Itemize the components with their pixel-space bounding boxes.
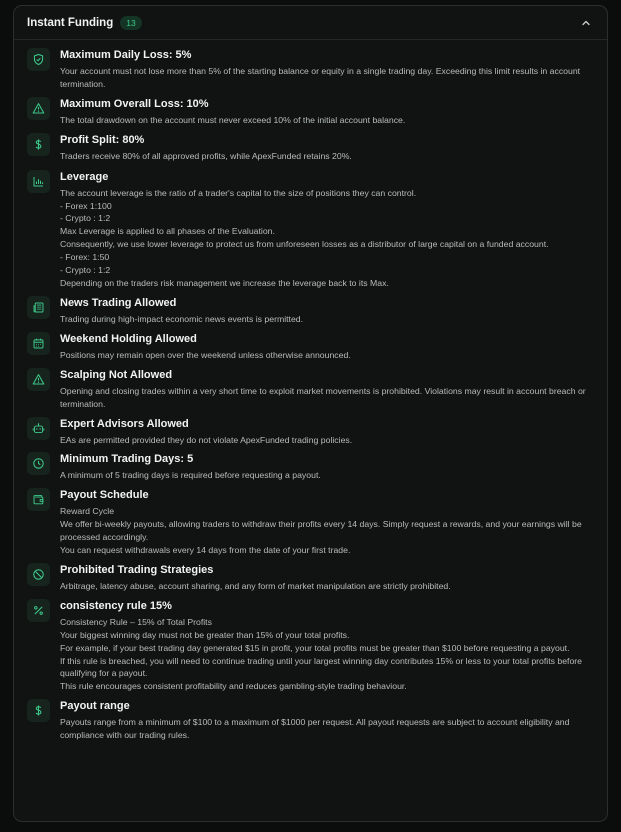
rule-title: Minimum Trading Days: 5 xyxy=(60,453,194,466)
rule-description xyxy=(60,434,595,447)
rule-title: Weekend Holding Allowed xyxy=(60,332,197,345)
description-line: Positions may remain open over the weekend unless otherwise announced. xyxy=(60,349,351,360)
rule-title: Leverage xyxy=(60,170,109,183)
rule-item xyxy=(14,416,607,447)
rule-body xyxy=(60,416,595,447)
rule-item xyxy=(14,132,607,163)
description-line: Consistency Rule – 15% of Total Profits xyxy=(60,616,212,627)
description-line: Depending on the traders risk management we increase the leverage back to its Max. xyxy=(60,277,389,288)
description-line: This rule encourages consistent profitability and reduces gambling-style trading behaviour. xyxy=(60,681,407,692)
description-line: Your account must not lose more than 5% of the starting balance or equity in a single trading day. Exceeding this limit results in account termination. xyxy=(60,66,581,89)
rule-body xyxy=(60,132,595,163)
rule-body xyxy=(60,562,595,593)
rule-title: Maximum Daily Loss: 5% xyxy=(60,49,192,61)
description-line: We offer bi-weekly payouts, allowing traders to withdraw their profits every 14 days. Simply request a rewards, and your earnings will be processed accordingly. xyxy=(60,519,582,543)
description-line: Opening and closing trades within a very short time to exploit market movements is prohibited. Violations may result in account breach or termination. xyxy=(60,385,586,409)
bar-chart-icon xyxy=(27,170,50,193)
rule-body xyxy=(60,47,595,91)
description-line: Max Leverage is applied to all phases of the Evaluation. xyxy=(60,226,275,237)
rule-title: Profit Split: 80% xyxy=(60,133,145,146)
robot-icon xyxy=(27,417,50,440)
description-line: If this rule is breached, you will need to continue trading until your largest winning day contributes 15% or less to your total profits before qualifying for a payout. xyxy=(60,655,583,679)
warning-icon xyxy=(27,368,50,391)
description-line: Reward Cycle xyxy=(60,506,115,517)
description-line: You can request withdrawals every 14 days from the date of your first trade. xyxy=(60,545,351,556)
description-line: - Forex 1:100 xyxy=(60,200,112,211)
rule-body xyxy=(60,169,595,290)
description-line: Traders receive 80% of all approved profits, while ApexFunded retains 20%. xyxy=(60,150,352,161)
rule-description xyxy=(60,313,595,326)
rule-description xyxy=(60,716,595,742)
dollar-icon xyxy=(27,133,50,156)
description-line: Arbitrage, latency abuse, account sharing, and any form of market manipulation are strictly prohibited. xyxy=(60,580,451,591)
newspaper-icon xyxy=(27,296,50,319)
description-line: - Forex: 1:50 xyxy=(60,252,110,263)
rule-body xyxy=(60,698,595,742)
clock-icon xyxy=(27,452,50,475)
count-badge: 13 xyxy=(120,16,141,30)
rule-body xyxy=(60,451,595,482)
warning-icon xyxy=(27,97,50,120)
wallet-icon xyxy=(27,488,50,511)
description-line: Your biggest winning day must not be greater than 15% of your total profits. xyxy=(60,629,350,640)
rule-body xyxy=(60,367,595,411)
rule-title: Payout Schedule xyxy=(60,489,149,502)
calendar-icon xyxy=(27,332,50,355)
ban-icon xyxy=(27,563,50,586)
panel-header[interactable] xyxy=(14,6,607,40)
dollar-icon xyxy=(27,699,50,722)
rule-body xyxy=(60,295,595,326)
rule-item xyxy=(14,598,607,693)
shield-check-icon xyxy=(27,48,50,71)
rule-title: Payout range xyxy=(60,700,130,713)
rule-title: News Trading Allowed xyxy=(60,296,177,309)
rule-title: Scalping Not Allowed xyxy=(60,368,173,381)
rules-panel xyxy=(13,5,608,822)
rule-description xyxy=(60,385,595,411)
rule-description xyxy=(60,65,595,91)
description-line: The total drawdown on the account must never exceed 10% of the initial account balance. xyxy=(60,114,406,125)
description-line: Payouts range from a minimum of $100 to a maximum of $1000 per request. All payout requests are subject to account eligibility and compliance with our trading rules. xyxy=(60,717,570,741)
rule-item xyxy=(14,451,607,482)
rule-item xyxy=(14,295,607,326)
description-line: - Crypto : 1:2 xyxy=(60,213,111,224)
rule-item xyxy=(14,169,607,290)
rule-description xyxy=(60,616,595,693)
rule-description xyxy=(60,505,595,557)
rules-list xyxy=(14,40,607,742)
description-line: The account leverage is the ratio of a trader's capital to the size of positions they can control. xyxy=(60,187,417,198)
rule-item xyxy=(14,487,607,557)
percent-icon xyxy=(27,599,50,622)
rule-description xyxy=(60,150,595,163)
description-line: - Crypto : 1:2 xyxy=(60,265,111,276)
rule-title: Prohibited Trading Strategies xyxy=(60,563,214,576)
panel-title: Instant Funding xyxy=(27,16,114,29)
rule-item xyxy=(14,562,607,593)
rule-description xyxy=(60,469,595,482)
rule-item xyxy=(14,47,607,91)
chevron-up-icon[interactable] xyxy=(579,16,593,30)
description-line: For example, if your best trading day generated $15 in profit, your total profits must be greater than $100 before requesting a payout. xyxy=(60,642,570,653)
rule-description xyxy=(60,349,595,362)
rule-title: Expert Advisors Allowed xyxy=(60,417,189,430)
description-line: A minimum of 5 trading days is required before requesting a payout. xyxy=(60,470,321,481)
description-line: Consequently, we use lower leverage to protect us from unforeseen losses as a distributor of large capital on a funded account. xyxy=(60,239,549,250)
rule-item xyxy=(14,698,607,742)
description-line: EAs are permitted provided they do not violate ApexFunded trading policies. xyxy=(60,434,353,445)
rule-body xyxy=(60,487,595,557)
rule-description xyxy=(60,114,595,127)
description-line: Trading during high-impact economic news events is permitted. xyxy=(60,313,304,324)
rule-body xyxy=(60,331,595,362)
rule-body xyxy=(60,96,595,127)
rule-item xyxy=(14,367,607,411)
rule-title: consistency rule 15% xyxy=(60,599,172,612)
rule-title: Maximum Overall Loss: 10% xyxy=(60,97,209,110)
rule-body xyxy=(60,598,595,693)
rule-description xyxy=(60,187,595,290)
rule-item xyxy=(14,331,607,362)
rule-description xyxy=(60,580,595,593)
rule-item xyxy=(14,96,607,127)
